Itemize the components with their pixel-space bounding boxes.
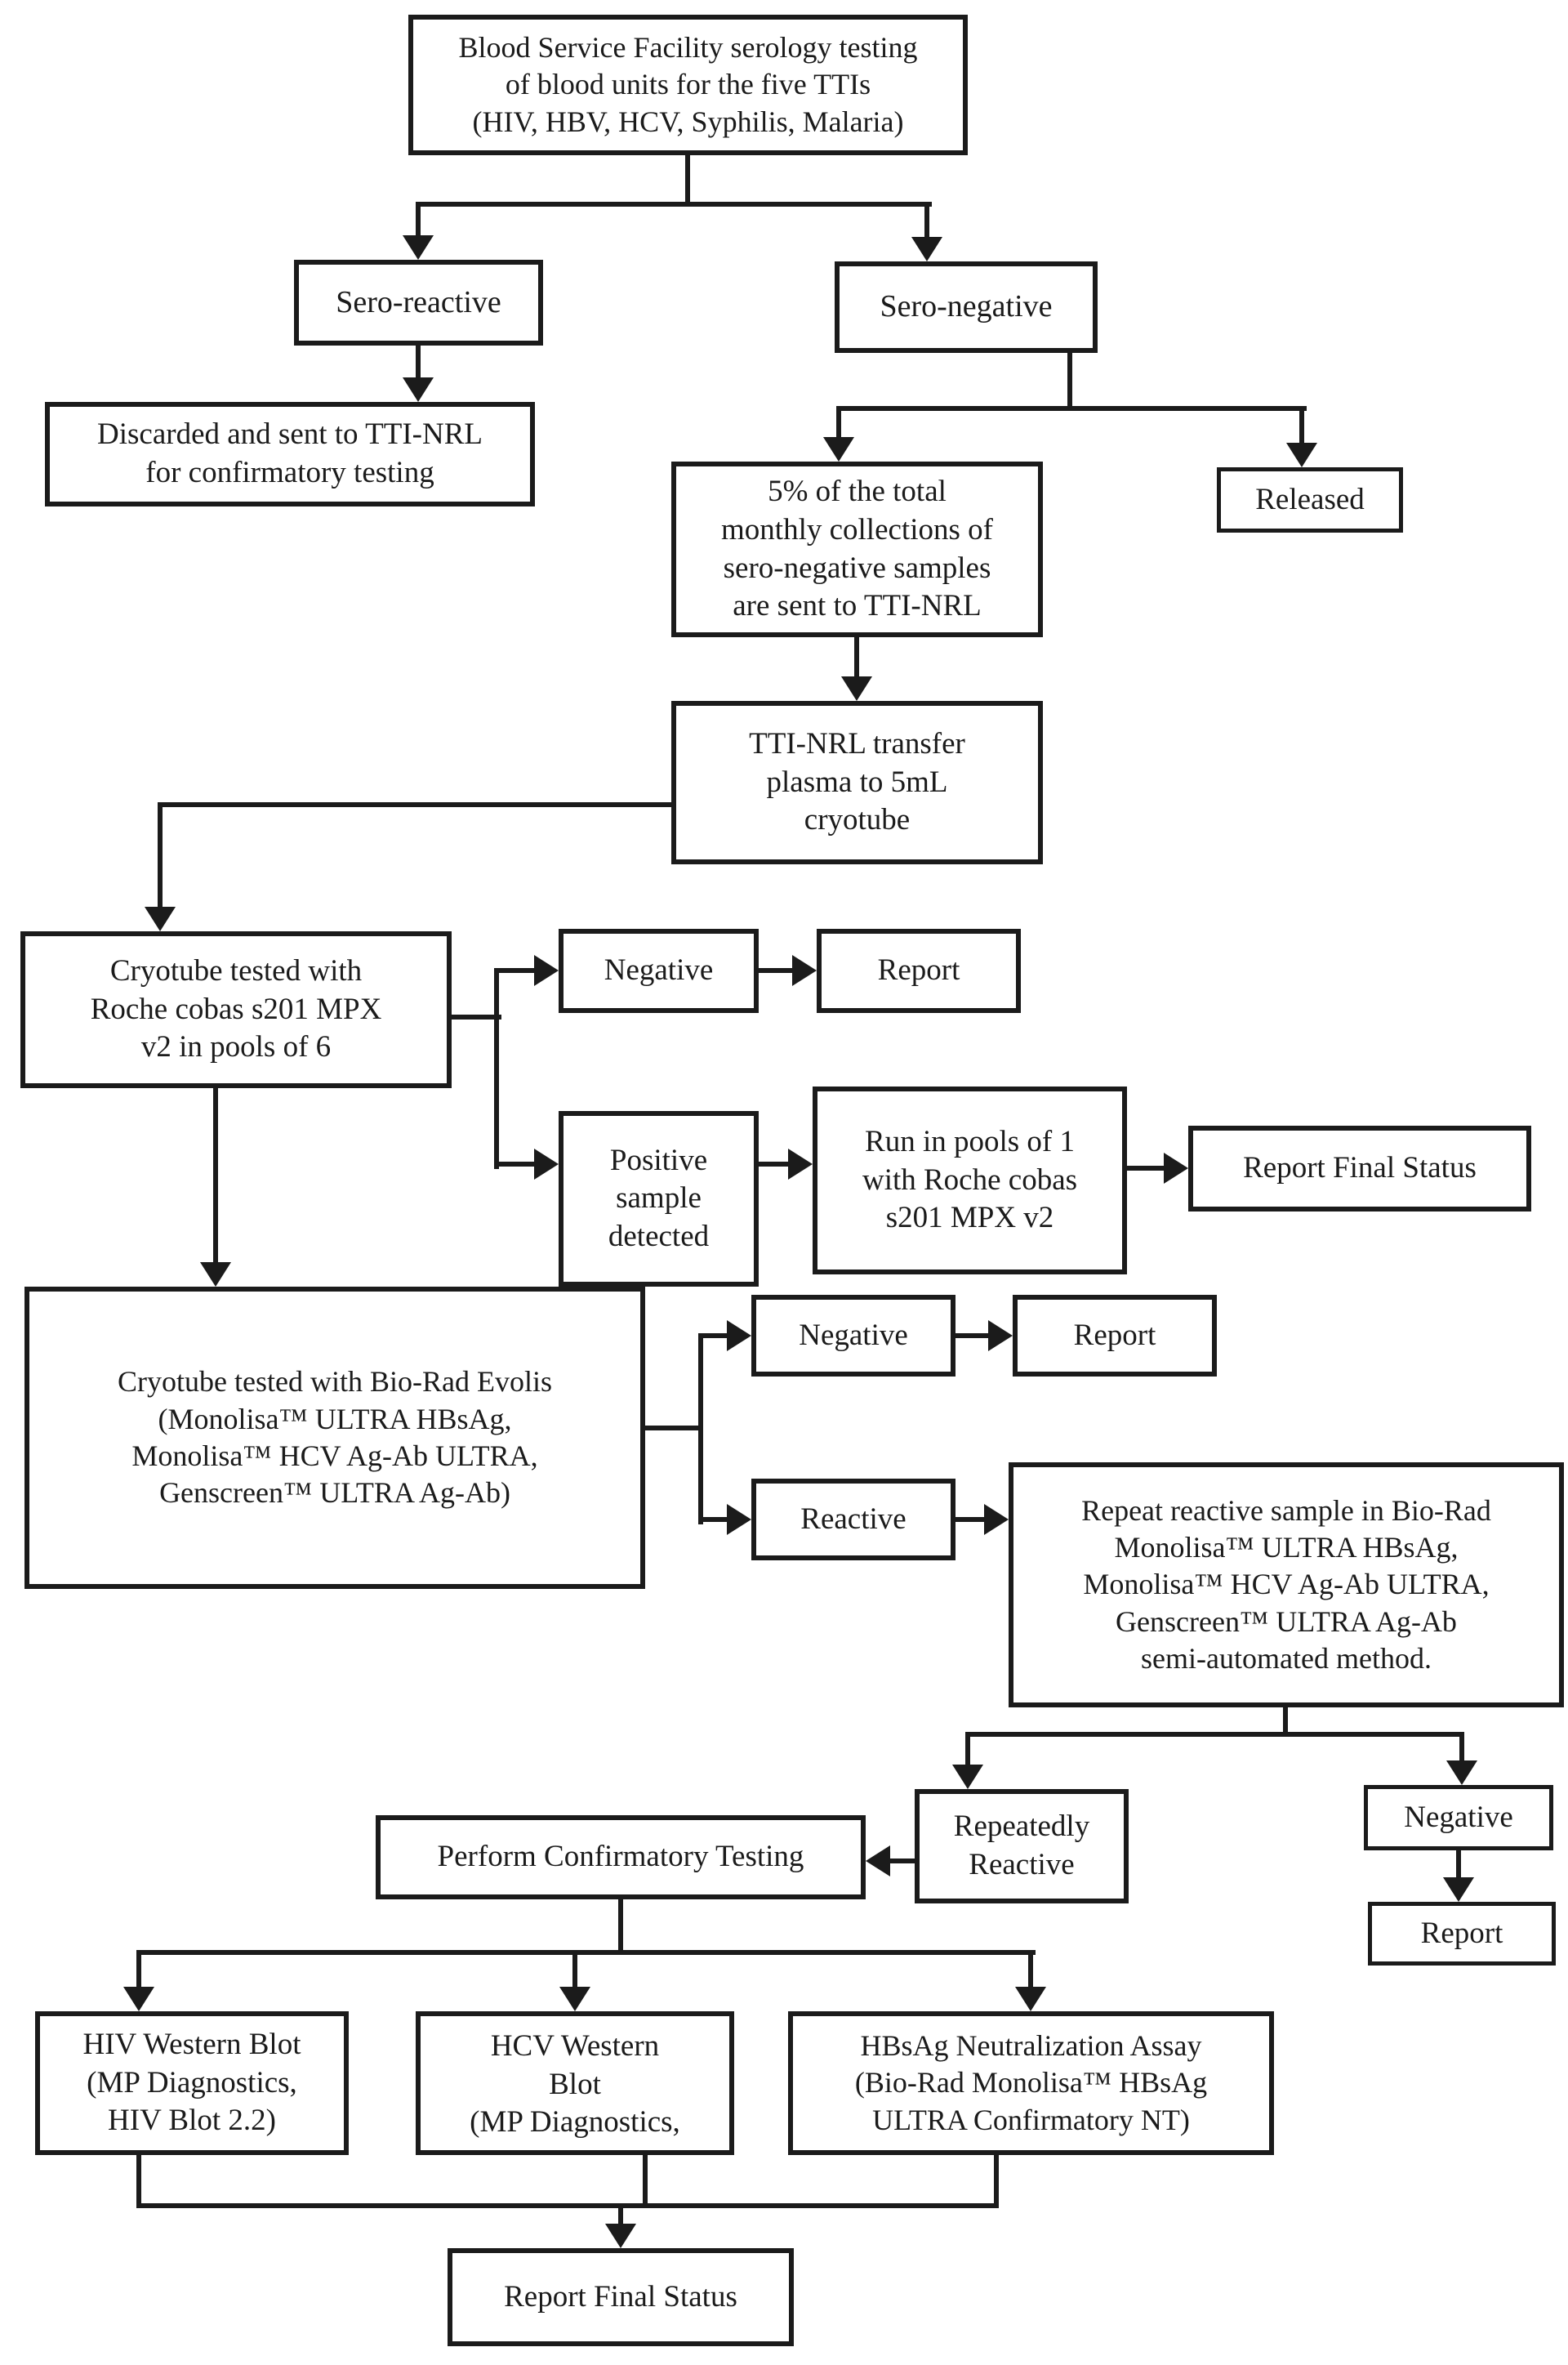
label-line: Cryotube tested with: [109, 954, 363, 988]
connector-line: [968, 1732, 1464, 1737]
connector-line: [213, 1088, 218, 1265]
label-line: (Bio-Rad Monolisa™ HBsAg: [854, 2066, 1208, 2099]
label-line: 5% of the total: [768, 475, 947, 509]
node-reactive-elisa: [751, 1479, 956, 1560]
label-line: Negative: [1404, 1800, 1513, 1834]
label-line: Released: [1255, 482, 1365, 516]
connector-line: [643, 2155, 648, 2208]
node-roche-pools-6: [20, 931, 452, 1088]
label-line: Report: [877, 953, 960, 988]
connector-line: [136, 2203, 999, 2208]
label-line: Reactive: [969, 1848, 1075, 1881]
label-line: Blot: [549, 2067, 601, 2101]
node-hbsag-neutralization: [788, 2011, 1274, 2155]
node-negative-elisa: [751, 1295, 956, 1377]
connector-line: [418, 202, 932, 207]
arrowhead-left-icon: [866, 1845, 890, 1876]
connector-line: [854, 637, 859, 679]
connector-line: [416, 202, 421, 239]
node-positive-sample: [559, 1111, 759, 1287]
connector-line: [1299, 406, 1304, 445]
arrowhead-down-icon: [911, 237, 942, 261]
connector-line: [759, 1162, 791, 1167]
label-line: Roche cobas s201 MPX: [90, 992, 382, 1026]
arrowhead-down-icon: [200, 1262, 231, 1287]
node-released: [1217, 467, 1403, 533]
node-biorad-evolis: [24, 1287, 645, 1589]
node-repeat-reactive: [1009, 1462, 1564, 1707]
label-line: cryotube: [804, 803, 911, 837]
connector-line: [572, 1950, 577, 1989]
arrowhead-right-icon: [727, 1504, 751, 1535]
label-line: Monolisa™ ULTRA HBsAg,: [1114, 1530, 1459, 1564]
label-line: ULTRA Confirmatory NT): [872, 2103, 1190, 2136]
connector-line: [494, 968, 537, 973]
label-line: monthly collections of: [721, 512, 993, 547]
label-line: TTI-NRL transfer: [749, 727, 965, 761]
label-line: HIV Western Blot: [82, 2028, 301, 2062]
label-line: (MP Diagnostics,: [470, 2105, 680, 2140]
connector-line: [839, 406, 1307, 411]
connector-line: [1028, 1950, 1033, 1989]
arrowhead-down-icon: [1015, 1987, 1046, 2011]
label-line: s201 MPX v2: [885, 1201, 1054, 1235]
label-line: semi-automated method.: [1141, 1642, 1432, 1676]
connector-line: [698, 1517, 729, 1522]
arrowhead-right-icon: [1164, 1153, 1188, 1184]
label-line: Report: [1073, 1318, 1156, 1352]
label-line: detected: [608, 1219, 710, 1253]
arrowhead-down-icon: [123, 1987, 154, 2011]
arrowhead-down-icon: [841, 676, 872, 701]
connector-line: [924, 202, 929, 240]
node-sero-negative: [835, 261, 1098, 353]
connector-line: [494, 1162, 537, 1167]
label-line: are sent to TTI-NRL: [733, 589, 982, 623]
connector-line: [618, 2203, 623, 2226]
arrowhead-down-icon: [952, 1765, 983, 1789]
label-line: Sero-reactive: [336, 284, 501, 319]
label-line: Repeat reactive sample in Bio-Rad: [1081, 1493, 1491, 1527]
connector-line: [139, 1950, 1036, 1955]
arrowhead-right-icon: [792, 955, 817, 986]
arrowhead-right-icon: [984, 1504, 1009, 1535]
label-line: Positive: [609, 1143, 708, 1177]
connector-line: [759, 968, 795, 973]
arrowhead-down-icon: [1443, 1877, 1474, 1902]
node-report-final-status-confirmatory: [448, 2248, 794, 2346]
node-perform-confirmatory: [376, 1815, 866, 1899]
label-line: Blood Service Facility serology testing: [458, 30, 918, 64]
connector-line: [965, 1732, 970, 1767]
label-line: Genscreen™ ULTRA Ag-Ab): [159, 1476, 510, 1510]
node-hiv-western-blot: [35, 2011, 349, 2155]
connector-line: [1459, 1732, 1464, 1763]
label-line: sero-negative samples: [723, 551, 991, 585]
connector-line: [1456, 1850, 1461, 1880]
label-line: Monolisa™ HCV Ag-Ab ULTRA,: [1083, 1568, 1490, 1601]
connector-line: [956, 1333, 991, 1338]
label-line: v2 in pools of 6: [140, 1030, 332, 1064]
node-report-repeat: [1368, 1902, 1556, 1966]
label-line: Negative: [799, 1318, 908, 1352]
arrowhead-down-icon: [559, 1987, 590, 2011]
label-line: Perform Confirmatory Testing: [437, 1840, 804, 1874]
arrowhead-right-icon: [534, 955, 559, 986]
connector-line: [1127, 1166, 1166, 1171]
connector-line: [645, 1426, 703, 1430]
connector-line: [158, 802, 163, 909]
arrowhead-down-icon: [403, 377, 434, 402]
connector-line: [1067, 353, 1072, 411]
connector-line: [136, 1950, 141, 1989]
node-report-elisa: [1013, 1295, 1217, 1377]
node-negative-repeat: [1364, 1785, 1553, 1850]
label-line: of blood units for the five TTIs: [505, 68, 871, 101]
node-report-nat: [817, 929, 1021, 1013]
label-line: (MP Diagnostics,: [87, 2065, 297, 2099]
node-tti-nrl-transfer: [671, 701, 1043, 864]
label-line: with Roche cobas: [862, 1162, 1078, 1197]
connector-line: [698, 1333, 729, 1338]
label-line: Reactive: [800, 1502, 906, 1536]
label-line: Report Final Status: [1243, 1151, 1477, 1185]
label-line: (HIV, HBV, HCV, Syphilis, Malaria): [472, 105, 904, 138]
label-line: Negative: [604, 953, 714, 988]
connector-line: [416, 346, 421, 380]
connector-line: [160, 802, 671, 807]
label-line: HCV Western: [490, 2029, 660, 2063]
label-line: Report Final Status: [504, 2279, 737, 2314]
node-negative-nat: [559, 929, 759, 1013]
connector-line: [494, 968, 499, 1169]
connector-line: [685, 155, 690, 204]
label-line: Monolisa™ HCV Ag-Ab ULTRA,: [131, 1439, 538, 1472]
label-line: (Monolisa™ ULTRA HBsAg,: [158, 1402, 512, 1435]
node-report-final-status-nat: [1188, 1126, 1531, 1212]
connector-line: [698, 1333, 703, 1524]
label-line: Sero-negative: [880, 289, 1053, 324]
arrowhead-right-icon: [727, 1320, 751, 1351]
label-line: for confirmatory testing: [145, 456, 434, 489]
label-line: plasma to 5mL: [766, 765, 948, 799]
label-line: Discarded and sent to TTI-NRL: [97, 417, 483, 452]
label-line: Run in pools of 1: [865, 1125, 1075, 1159]
arrowhead-right-icon: [534, 1149, 559, 1180]
label-line: Repeatedly: [953, 1809, 1090, 1844]
connector-line: [994, 2155, 999, 2208]
arrowhead-down-icon: [1286, 443, 1317, 467]
arrowhead-right-icon: [988, 1320, 1013, 1351]
label-line: Genscreen™ ULTRA Ag-Ab: [1116, 1604, 1457, 1638]
connector-line: [956, 1517, 987, 1522]
node-discarded: [45, 402, 535, 506]
connector-line: [836, 406, 841, 440]
node-repeatedly-reactive: [915, 1789, 1129, 1903]
node-run-pools-1: [813, 1087, 1127, 1274]
connector-line: [618, 1899, 623, 1955]
label-line: HIV Blot 2.2): [108, 2104, 276, 2138]
node-sero-reactive: [294, 260, 543, 346]
label-line: Cryotube tested with Bio-Rad Evolis: [118, 1365, 552, 1399]
connector-line: [136, 2155, 141, 2208]
label-line: Report: [1420, 1916, 1503, 1950]
arrowhead-right-icon: [788, 1149, 813, 1180]
arrowhead-down-icon: [823, 437, 854, 462]
arrowhead-down-icon: [1446, 1760, 1477, 1785]
node-serology-testing: [408, 15, 968, 155]
arrowhead-down-icon: [145, 907, 176, 931]
node-five-percent-sent: [671, 462, 1043, 637]
arrowhead-down-icon: [403, 235, 434, 260]
label-line: HBsAg Neutralization Assay: [860, 2028, 1202, 2062]
arrowhead-down-icon: [605, 2224, 636, 2248]
node-hcv-western-blot: [416, 2011, 734, 2155]
label-line: sample: [616, 1181, 702, 1216]
